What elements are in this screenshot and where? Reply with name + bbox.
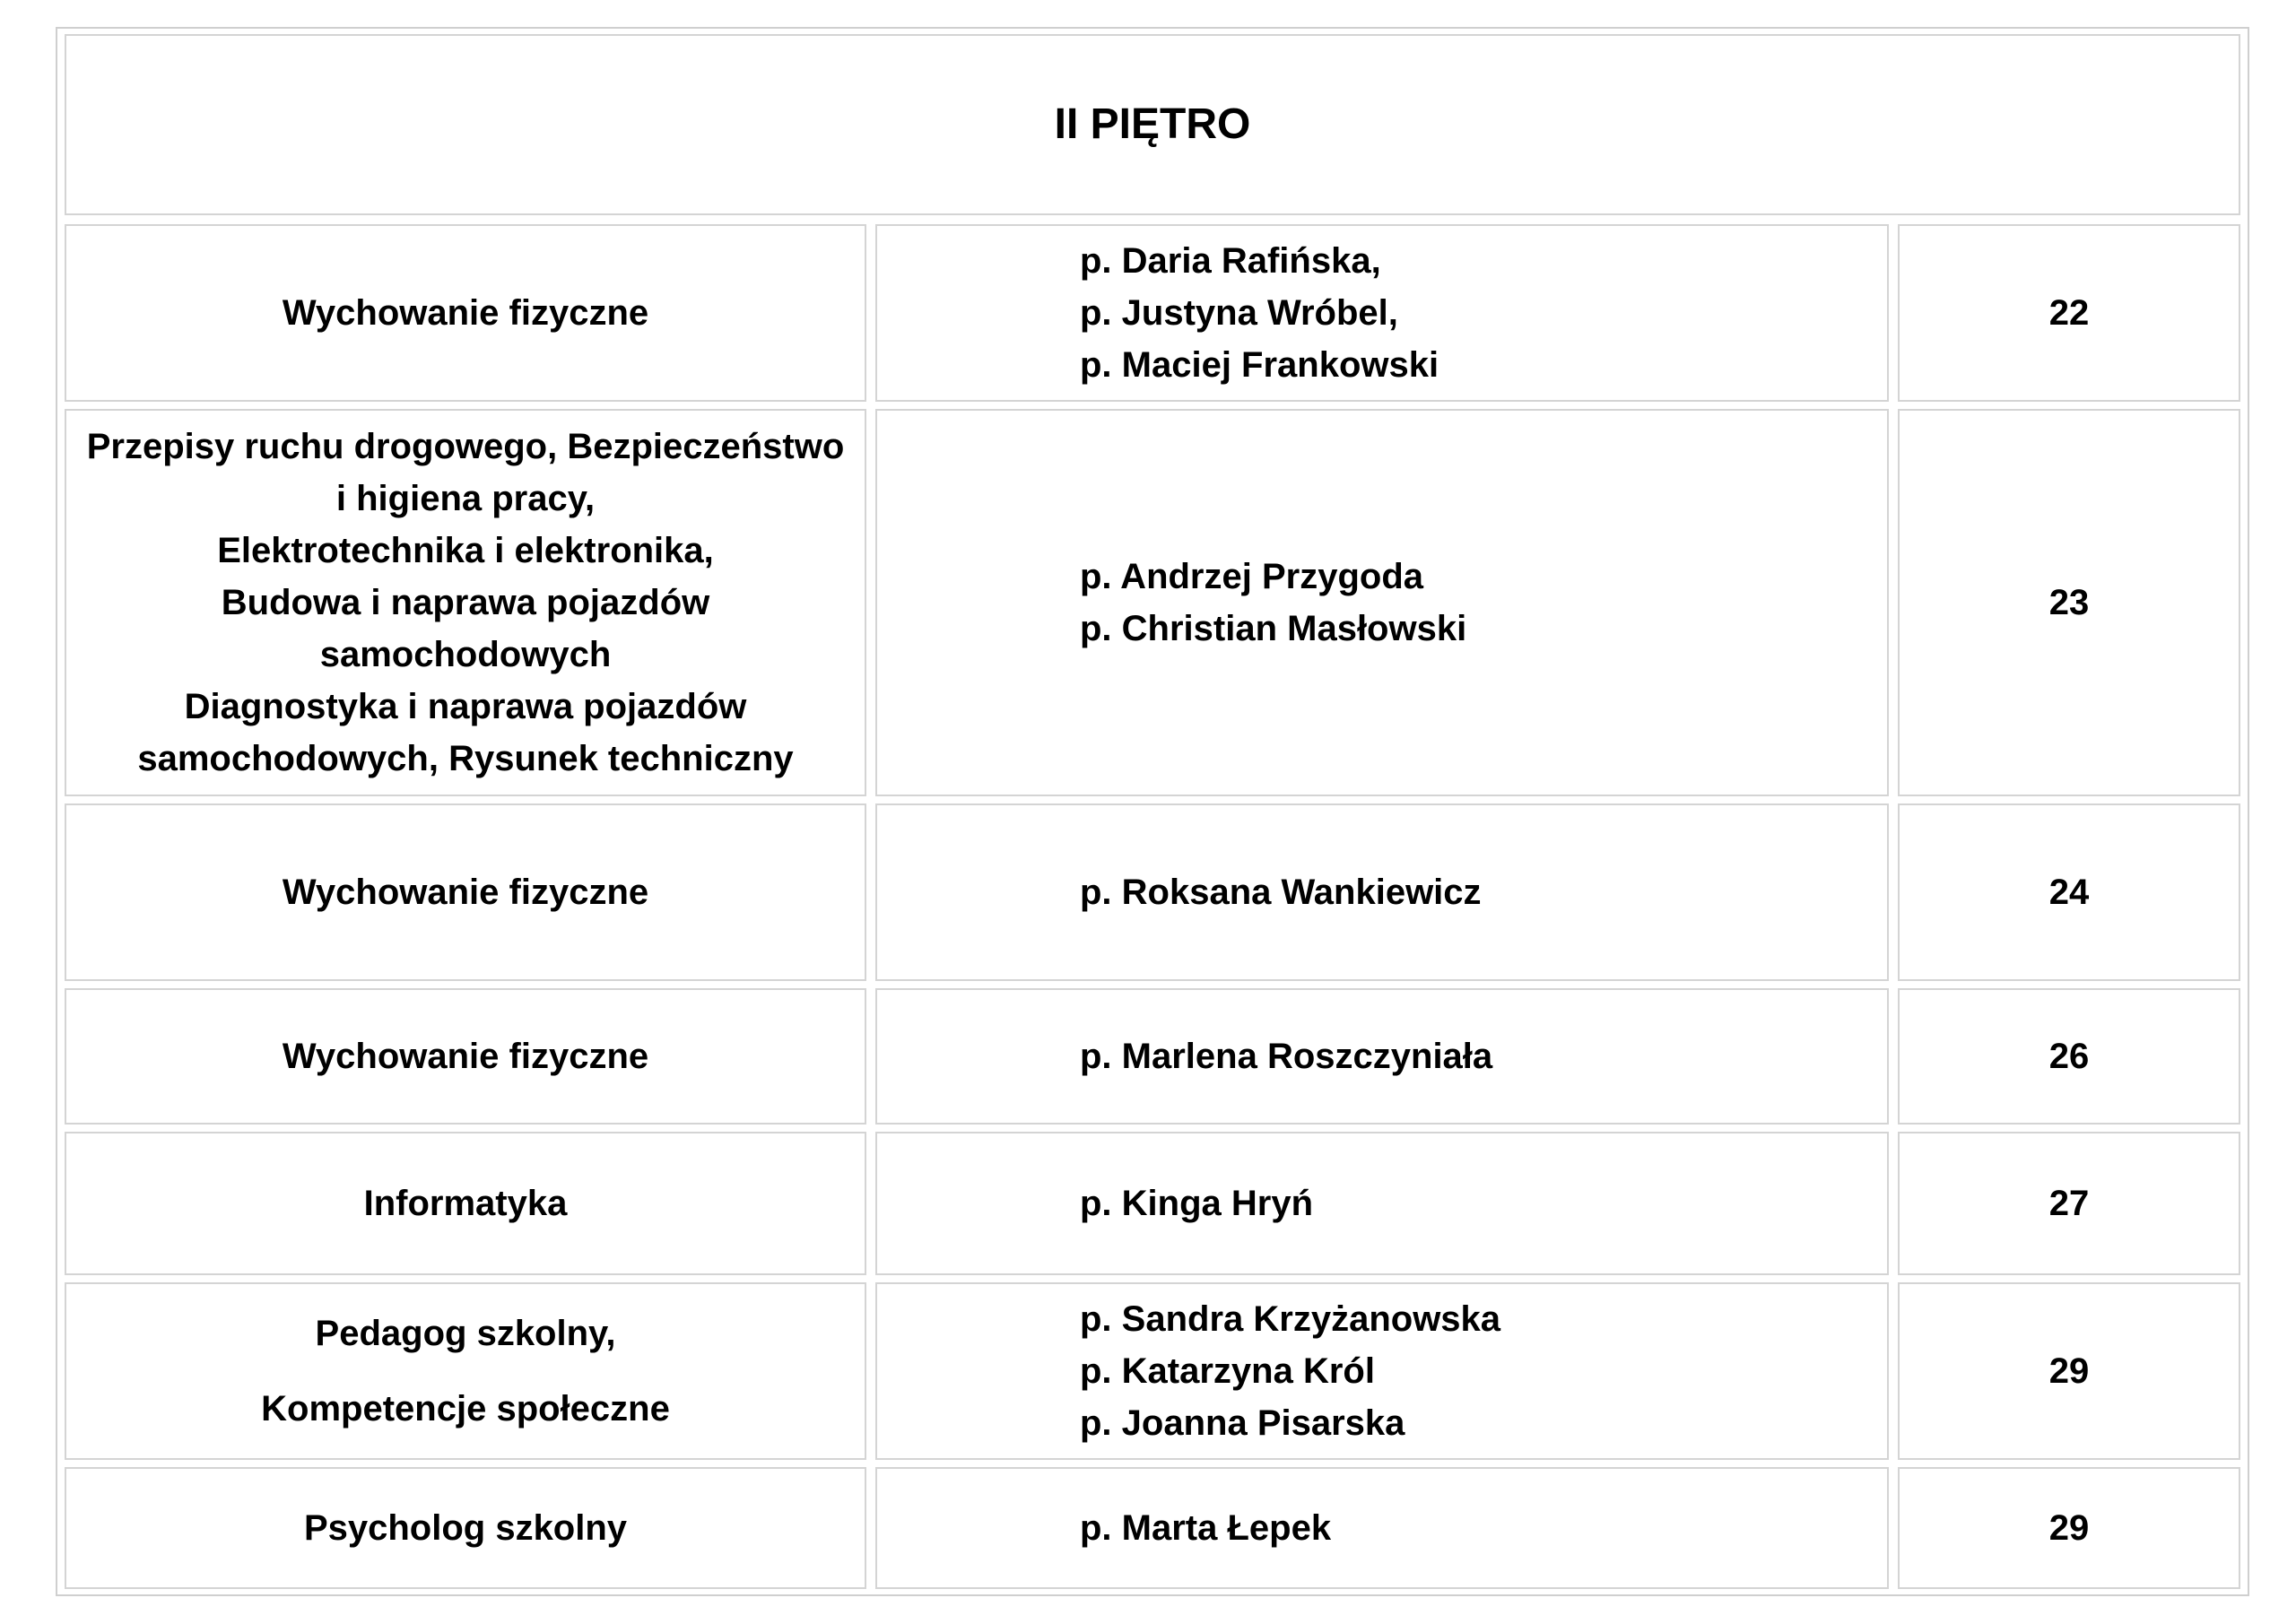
floor-title-cell [65, 34, 2240, 215]
subject-line: Informatyka [363, 1184, 568, 1223]
teacher-name: p. Justyna Wróbel, [1080, 293, 1398, 333]
room-number: 29 [2048, 1508, 2090, 1548]
room-cell [1898, 224, 2240, 402]
teacher-name: p. Maciej Frankowski [1080, 345, 1439, 385]
room-cell [1898, 988, 2240, 1125]
room-number: 27 [2048, 1184, 2090, 1223]
subject-line: i higiena pracy, [335, 479, 596, 518]
room-cell [1898, 803, 2240, 981]
teacher-name: p. Kinga Hryń [1080, 1184, 1314, 1223]
subject-line: Diagnostyka i naprawa pojazdów [184, 687, 747, 726]
subject-line: Elektrotechnika i elektronika, [217, 531, 714, 570]
subject-line: Kompetencje społeczne [261, 1389, 670, 1429]
subject-line: samochodowych, Rysunek techniczny [137, 739, 794, 778]
room-number: 24 [2048, 873, 2090, 912]
room-number: 22 [2048, 293, 2090, 333]
subject-cell [65, 1467, 866, 1589]
room-number: 29 [2048, 1351, 2090, 1391]
subject-line: Wychowanie fizyczne [282, 873, 649, 912]
teachers-cell [875, 224, 1889, 402]
teachers-cell [875, 803, 1889, 981]
teachers-cell [875, 409, 1889, 796]
subject-cell [65, 803, 866, 981]
teachers-cell [875, 1467, 1889, 1589]
subject-line: Przepisy ruchu drogowego, Bezpieczeństwo [86, 427, 845, 466]
room-number: 26 [2048, 1037, 2090, 1076]
subject-line: Wychowanie fizyczne [282, 1037, 649, 1076]
subject-line: Psycholog szkolny [303, 1508, 628, 1548]
room-cell [1898, 409, 2240, 796]
teacher-name: p. Roksana Wankiewicz [1080, 873, 1482, 912]
subject-line: Pedagog szkolny, [315, 1314, 616, 1353]
floor-title: II PIĘTRO [1054, 100, 1251, 148]
room-cell [1898, 1467, 2240, 1589]
teacher-name: p. Katarzyna Król [1080, 1351, 1375, 1391]
teachers-cell [875, 1282, 1889, 1460]
teacher-name: p. Joanna Pisarska [1080, 1403, 1405, 1443]
teacher-name: p. Sandra Krzyżanowska [1080, 1299, 1501, 1339]
teachers-cell [875, 988, 1889, 1125]
room-cell [1898, 1282, 2240, 1460]
teachers-cell [875, 1132, 1889, 1275]
subject-line: samochodowych [319, 635, 612, 674]
room-cell [1898, 1132, 2240, 1275]
subject-line: Wychowanie fizyczne [282, 293, 649, 333]
room-number: 23 [2048, 583, 2090, 622]
subject-line: Budowa i naprawa pojazdów [221, 583, 710, 622]
teacher-name: p. Christian Masłowski [1080, 609, 1467, 648]
teacher-name: p. Andrzej Przygoda [1080, 557, 1424, 596]
teacher-name: p. Marlena Roszczyniała [1080, 1037, 1493, 1076]
subject-cell [65, 1282, 866, 1460]
teacher-name: p. Daria Rafińska, [1080, 241, 1381, 281]
subject-cell [65, 988, 866, 1125]
subject-cell [65, 1132, 866, 1275]
subject-cell [65, 409, 866, 796]
subject-cell [65, 224, 866, 402]
teacher-name: p. Marta Łepek [1080, 1508, 1332, 1548]
